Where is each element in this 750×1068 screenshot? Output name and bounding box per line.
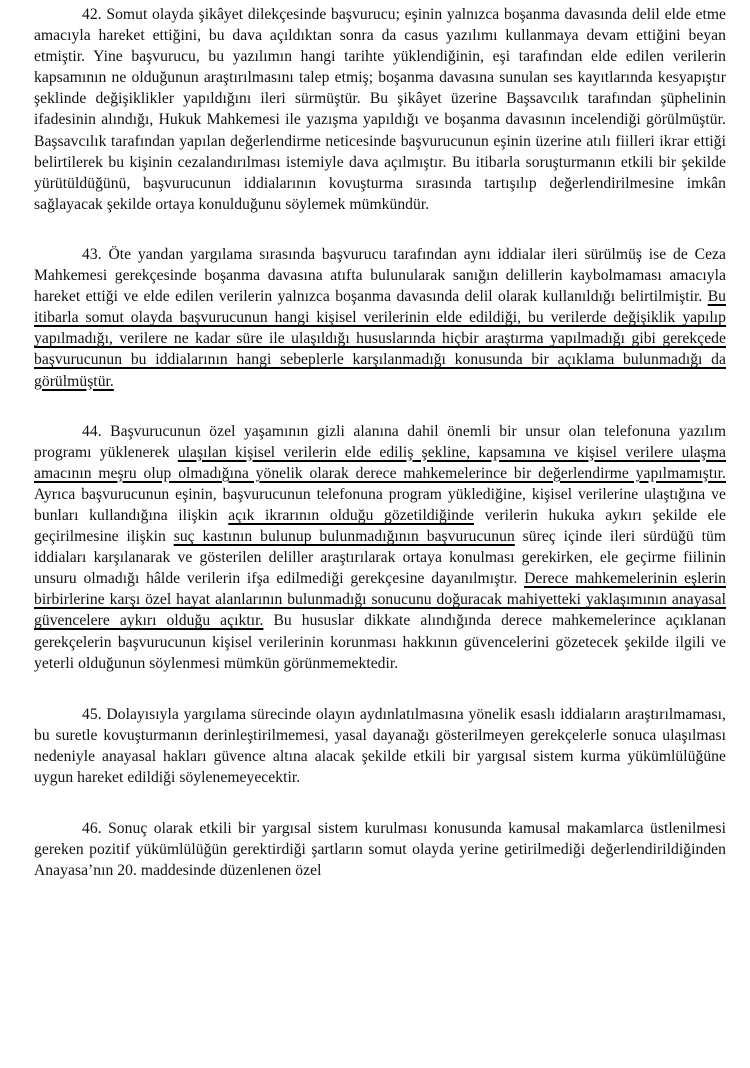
paragraph-44 [34, 421, 726, 674]
underlined-text: suç kastının bulunup bulunmadığının başvurucunun [173, 528, 515, 546]
paragraph-text: Öte yandan yargılama sırasında başvurucu tarafından aynı iddialar ileri sürülmüş ise de Ceza Mahkemesi gerekçesinde boşanma davasına atıfta bulunularak sanığın delillerin kaybolmaması amacıyla hareket ettiği ve elde edilen verilerin yalnızca boşanma davasında delil olarak kullanıldığı belirtilmiştir. [34, 245, 727, 306]
paragraph-number: 44. [82, 422, 102, 440]
paragraph-text: Bu hususlar dikkate alındığında derece mahkemelerince açıklanan gerekçelerin başvurucunun kişisel verilerinin korunması hakkının güvencelerini gözetecek şekilde ilgili ve yeterli olduğunun söylenmesi mümkün görünmemektedir. [34, 612, 726, 672]
paragraph-42 [34, 4, 726, 215]
paragraph-text: Başvurucunun özel yaşamının gizli alanına dahil önemli bir unsur olan telefonuna yazılım programı yüklenerek [34, 422, 726, 461]
paragraph-number: 45. [82, 705, 102, 723]
paragraph-text: Somut olayda şikâyet dilekçesinde başvurucu; eşinin yalnızca boşanma davasında delil elde etme amacıyla hareket ettiğini, bu dava açıldıktan sonra da casus yazılımı kullanmaya devam ettiğini beyan etmiştir. Yine başvurucu, bu yazılımın hangi tarihte yüklendiğinin, eşi tarafından elde edilen verilerin kapsamının ne olduğunun araştırılmasını talep etmiş; boşanma davasına sunulan ses kayıtlarında kesyapıştır şeklinde değişiklikler yapıldığını ileri sürmüştür. Bu şikâyet üzerine Başsavcılık tarafından şüphelinin ifadesinin alındığı, Hukuk Mahkemesi ile yazışma yapıldığı ve boşanma davasının incelendiği görülmüştür. Başsavcılık tarafından yapılan değerlendirme neticesinde başvurucunun eşinin üzerine atılı fiilleri ikrar ettiği belirtilerek bu kişinin cezalandırılması istemiyle dava açılmıştır. Bu itibarla soruşturmanın etkili bir şekilde yürütüldüğünü, başvurucunun iddialarının kovuşturma sırasında tartışılıp değerlendirilmesine imkân sağlayacak şekilde ortaya konulduğunu söylemek mümkündür. [34, 6, 726, 213]
paragraph-text: süreç içinde ileri sürdüğü tüm iddiaları karşılanarak ve gösterilen deliller araştırılarak ortaya konulması gerekirken, ele geçirme fiilinin unsuru olmadığı hâlde verilerin ifşa edilmediği gerekçesine dayanılmıştır. [34, 528, 726, 588]
paragraph-number: 42. [82, 6, 102, 23]
paragraph-number: 46. [82, 820, 102, 838]
paragraph-number: 43. [82, 245, 102, 263]
underlined-text: ulaşılan kişisel verilerin elde ediliş şekline, kapsamına ve kişisel verilere ulaşma amacının meşru olup olmadığına yönelik olarak derece mahkemelerince bir değerlendirme yapılmamıştır. [34, 443, 727, 482]
paragraph-text: Ayrıca başvurucunun eşinin, başvurucunun telefonuna program yüklediğine, kişisel verilerine ulaştığına ve bunları kullandığına ilişkin [34, 485, 726, 524]
paragraph-text: verilerin hukuka aykırı şekilde ele geçirilmesine ilişkin [34, 506, 727, 546]
paragraph-43 [34, 244, 726, 392]
paragraph-text: Dolayısıyla yargılama sürecinde olayın aydınlatılmasına yönelik esaslı iddiaların araştırılmaması, bu suretle kovuşturmanın derinleştirilmemesi, yasal dayanağı gösterilmeyen gerekçelerle sonuca ulaşılması nedeniyle anayasal hakları güvence altına alacak şekilde etkili bir yargısal sistem kurma yükümlülüğüne uygun hareket edildiği söylenemeyecektir. [34, 705, 726, 786]
underlined-text: Derece mahkemelerinin eşlerin birbirlerine karşı özel hayat alanlarının bulunmadığı sonucunu doğuracak mahiyetteki yaklaşımının anayasal güvencelere aykırı olduğu açıktır. [34, 570, 726, 630]
paragraph-45 [34, 704, 726, 788]
paragraph-46 [34, 818, 726, 881]
paragraph-text: Sonuç olarak etkili bir yargısal sistem kurulması konusunda kamusal makamlarca üstlenilmesi gereken pozitif yükümlülüğün gerektirdiği şartların somut olayda yerine getirilmediği değerlendirildiğinden Anayasa’nın 20. maddesinde düzenlenen özel [34, 820, 726, 880]
underlined-text: Bu itibarla somut olayda başvurucunun hangi kişisel verilerinin elde edildiği, bu verilerde değişiklik yapılıp yapılmadığı, verilere ne kadar süre ile ulaşıldığı hususlarında hiçbir araştırma yapılmadığı gibi gerekçede başvurucunun bu iddialarının hangi sebeplerle karşılanmadığı konusunda bir açıklama bulunmadığı da görülmüştür. [34, 288, 726, 390]
underlined-text: açık ikrarının olduğu gözetildiğinde [228, 506, 474, 524]
